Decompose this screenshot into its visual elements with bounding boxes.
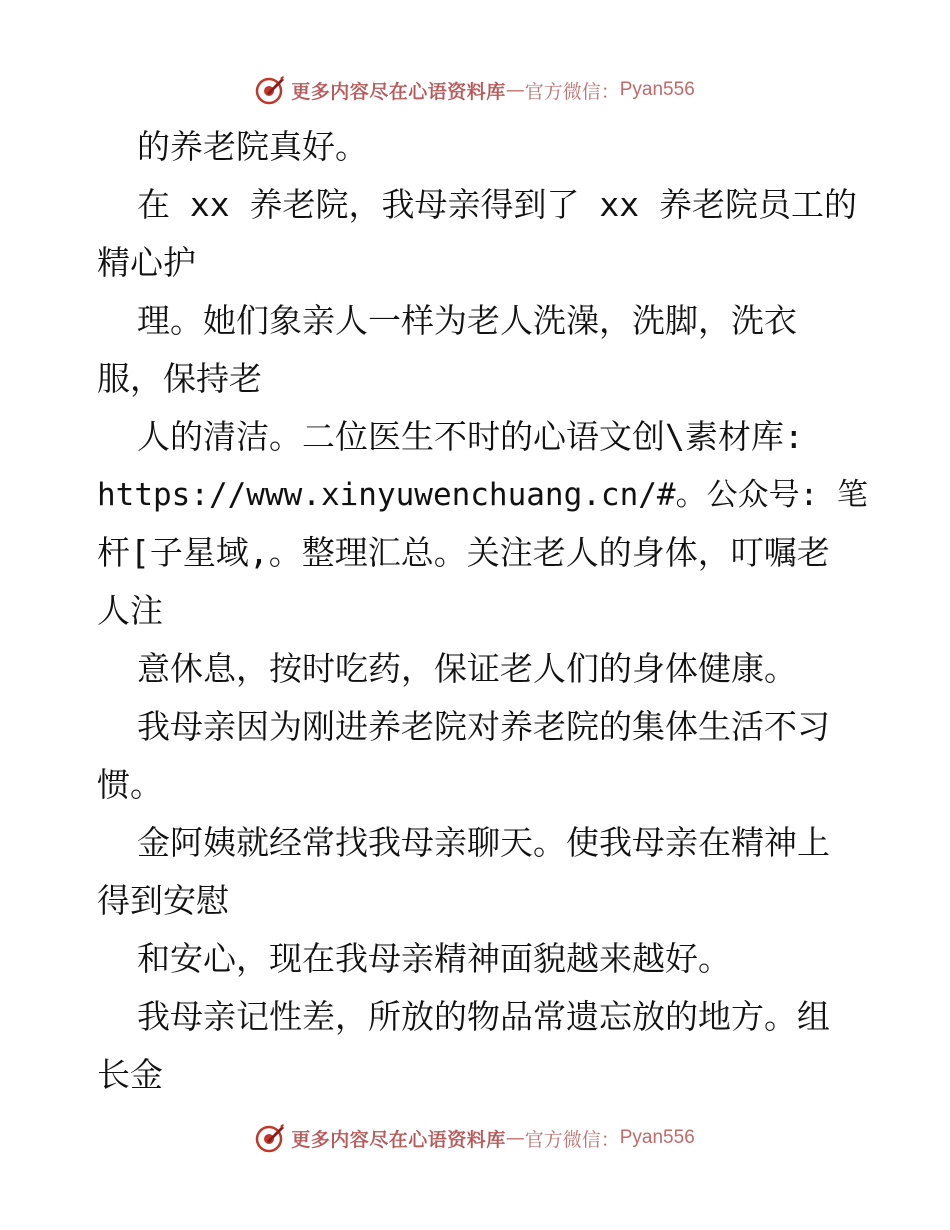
- footer-banner-wechat-id: Pyan556: [619, 1127, 695, 1148]
- text-line: 人注: [97, 591, 163, 630]
- header-banner-dash: —: [505, 79, 525, 101]
- footer-banner-dash: —: [505, 1127, 525, 1149]
- text-line: 人的清洁。二位医生不时的心语文创\素材库:: [137, 417, 804, 456]
- header-banner-wechat-id: Pyan556: [619, 79, 695, 100]
- footer-banner: [0, 1118, 950, 1158]
- footer-banner-main-text: 更多内容尽在心语资料库: [291, 1128, 506, 1151]
- text-line: 长金: [97, 1055, 163, 1094]
- text-line: 我母亲因为刚进养老院对养老院的集体生活不习: [137, 707, 830, 746]
- text-line: 我母亲记性差，所放的物品常遗忘放的地方。组: [137, 997, 830, 1036]
- text-line: 精心护: [97, 243, 196, 282]
- text-line: 和安心，现在我母亲精神面貌越来越好。: [137, 939, 731, 978]
- text-line: 杆[子星域,。整理汇总。关注老人的身体，叮嘱老: [97, 533, 830, 572]
- text-line: 的养老院真好。: [137, 127, 368, 166]
- header-banner-sub-text: 官方微信：: [524, 80, 620, 103]
- pen-logo-icon: [255, 75, 285, 105]
- header-banner-main-text: 更多内容尽在心语资料库: [291, 80, 506, 103]
- text-line: 理。她们象亲人一样为老人洗澡，洗脚，洗衣: [137, 301, 797, 340]
- text-line: 服，保持老: [97, 359, 262, 398]
- text-line: 惯。: [97, 765, 163, 804]
- text-line: https://www.xinyuwenchuang.cn/#。公众号: 笔: [97, 477, 868, 513]
- header-banner: [0, 70, 950, 110]
- text-line: 在 xx 养老院，我母亲得到了 xx 养老院员工的: [137, 185, 857, 224]
- text-line: 金阿姨就经常找我母亲聊天。使我母亲在精神上: [137, 823, 830, 862]
- text-line: 意休息，按时吃药，保证老人们的身体健康。: [137, 649, 797, 688]
- text-line: 得到安慰: [97, 881, 229, 920]
- footer-banner-sub-text: 官方微信：: [524, 1128, 620, 1151]
- pen-logo-icon: [255, 1123, 285, 1153]
